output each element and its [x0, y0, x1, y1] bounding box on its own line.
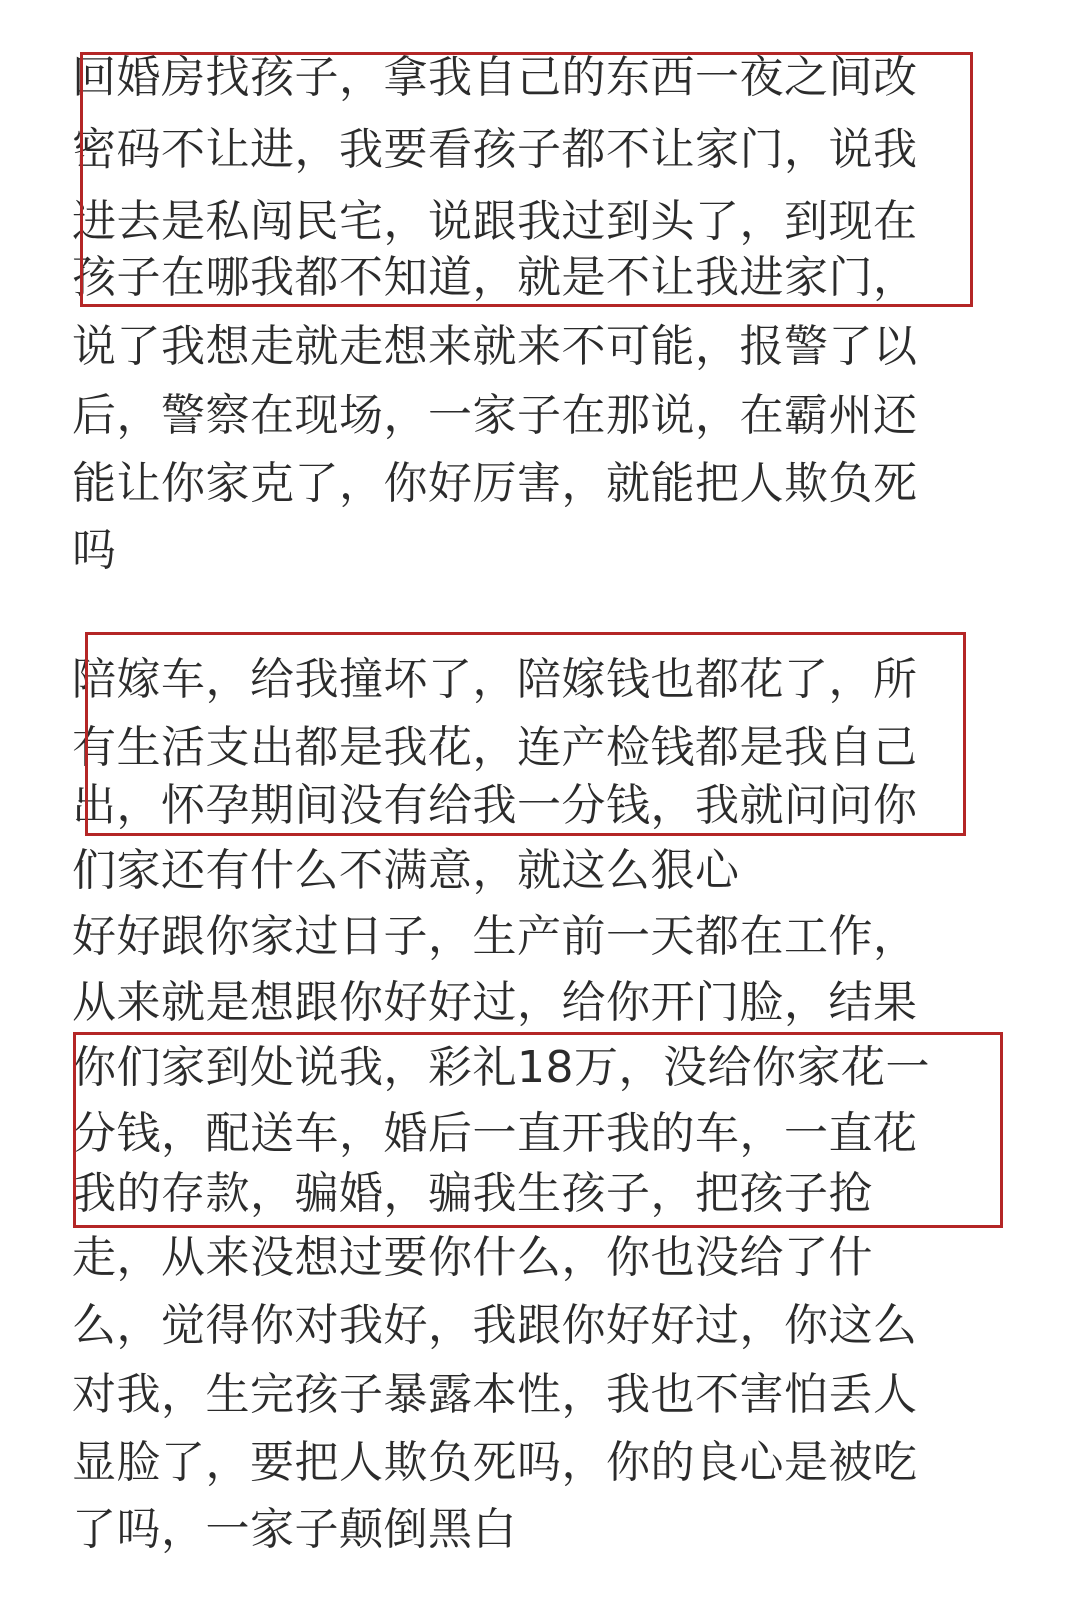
paragraph-2-line-8: 分钱，配送车，婚后一直开我的车，一直花 [72, 1108, 918, 1159]
paragraph-1-line-5: 说了我想走就走想来就来不可能，报警了以 [72, 321, 918, 372]
paragraph-1-line-1: 回婚房找孩子，拿我自己的东西一夜之间改 [72, 52, 918, 103]
paragraph-1-line-2: 密码不让进，我要看孩子都不让家门，说我 [72, 124, 918, 175]
paragraph-2-line-2: 有生活支出都是我花，连产检钱都是我自己 [72, 722, 918, 773]
paragraph-2-line-1: 陪嫁车，给我撞坏了，陪嫁钱也都花了，所 [72, 654, 918, 705]
paragraph-2-line-3: 出，怀孕期间没有给我一分钱，我就问问你 [72, 780, 918, 831]
paragraph-1-line-6: 后，警察在现场，一家子在那说，在霸州还 [72, 390, 918, 441]
paragraph-2-line-14: 了吗，一家子颠倒黑白 [72, 1504, 517, 1555]
paragraph-1-line-4: 孩子在哪我都不知道，就是不让我进家门， [72, 252, 918, 303]
paragraph-2-line-4: 们家还有什么不满意，就这么狠心 [72, 845, 740, 896]
highlight-box-2 [85, 632, 966, 836]
paragraph-2-line-9: 我的存款，骗婚，骗我生孩子，把孩子抢 [72, 1168, 873, 1219]
paragraph-1-line-3: 进去是私闯民宅，说跟我过到头了，到现在 [72, 196, 918, 247]
highlight-box-3 [73, 1032, 1003, 1228]
paragraph-1-line-8: 吗 [72, 525, 117, 576]
highlight-box-1 [80, 52, 973, 307]
paragraph-2-line-5: 好好跟你家过日子，生产前一天都在工作， [72, 911, 918, 962]
paragraph-1-line-7: 能让你家克了，你好厉害，就能把人欺负死 [72, 458, 918, 509]
paragraph-2-line-12: 对我，生完孩子暴露本性，我也不害怕丢人 [72, 1369, 918, 1420]
paragraph-2-line-10: 走，从来没想过要你什么，你也没给了什 [72, 1232, 873, 1283]
paragraph-2-line-11: 么，觉得你对我好，我跟你好好过，你这么 [72, 1300, 918, 1351]
paragraph-2-line-13: 显脸了，要把人欺负死吗，你的良心是被吃 [72, 1437, 918, 1488]
paragraph-2-line-7: 你们家到处说我，彩礼18万，没给你家花一 [72, 1042, 930, 1093]
paragraph-2-line-6: 从来就是想跟你好好过，给你开门脸，结果 [72, 977, 918, 1028]
